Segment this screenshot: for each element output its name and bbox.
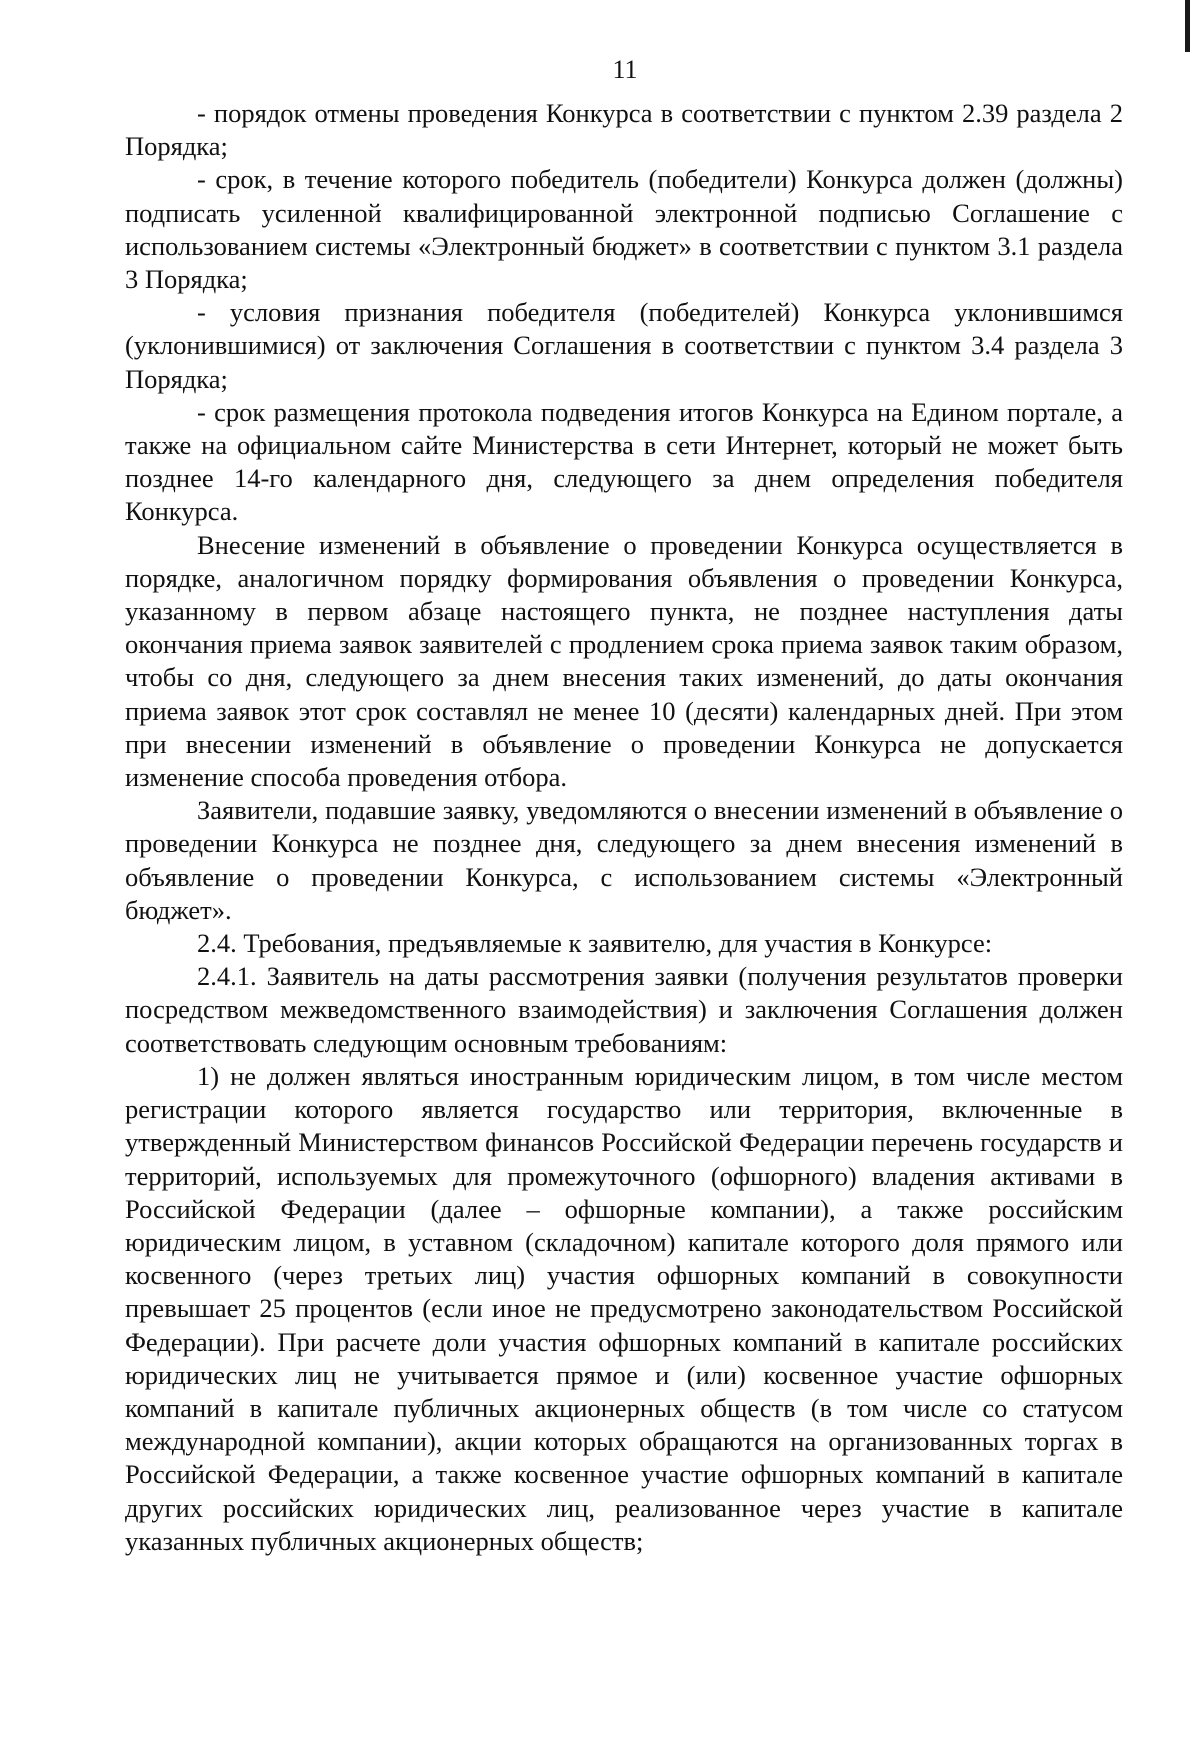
paragraph-section-2-4: 2.4. Требования, предъявляемые к заявителю, для участия в Конкурсе: xyxy=(197,928,993,959)
paragraph-evasion-conditions: - условия признания победителя (победителей) Конкурса уклонившимся (уклонившимися) от заключения Соглашения в соответствии с пунктом 3.4 раздела 3 Порядка; xyxy=(125,297,1123,394)
paragraph-cancellation-order: - порядок отмены проведения Конкурса в соответствии с пунктом 2.39 раздела 2 Порядка; xyxy=(125,98,1123,162)
page-number: 11 xyxy=(612,55,638,84)
paragraph-announcement-changes: Внесение изменений в объявление о проведении Конкурса осуществляется в порядке, аналогичном порядку формирования объявления о проведении Конкурса, указанному в первом абзаце настоящего пункта, не позднее наступления даты окончания приема заявок заявителей с продлением срока приема заявок таким образом, чтобы со дня, следующего за днем внесения таких изменений, до даты окончания приема заявок этот срок составлял не менее 10 (десяти) календарных дней. При этом при внесении изменений в объявление о проведении Конкурса не допускается изменение способа проведения отбора. xyxy=(125,529,1123,793)
paragraph-signing-deadline: - срок, в течение которого победитель (победители) Конкурса должен (должны) подписать усиленной квалифицированной электронной подписью Соглашение с использованием системы «Электронный бюджет» в соответствии с пунктом 3.1 раздела 3 Порядка; xyxy=(125,164,1123,295)
paragraph-protocol-placement: - срок размещения протокола подведения итогов Конкурса на Едином портале, а также на официальном сайте Министерства в сети Интернет, который не может быть позднее 14-го календарного дня, следующего за днем определения победителя Конкурса. xyxy=(125,396,1123,527)
paragraph-requirement-1: 1) не должен являться иностранным юридическим лицом, в том числе местом регистрации которого является государство или территория, включенные в утвержденный Министерством финансов Российской Федерации перечень государств и территорий, используемых для промежуточного (офшорного) владения активами в Российской Федерации (далее – офшорные компании), а также российским юридическим лицом, в уставном (складочном) капитале которого доля прямого или косвенного (через третьих лиц) участия офшорных компаний в совокупности превышает 25 процентов (если иное не предусмотрено законодательством Российской Федерации). При расчете доли участия офшорных компаний в капитале российских юридических лиц не учитывается прямое и (или) косвенное участие офшорных компаний в капитале публичных акционерных обществ (в том числе со статусом международной компании), акции которых обращаются на организованных торгах в Российской Федерации, а также косвенное участие офшорных компаний в капитале других российских юридических лиц, реализованное через участие в капитале указанных публичных акционерных обществ; xyxy=(125,1060,1123,1556)
paragraph-applicant-notification: Заявители, подавшие заявку, уведомляются о внесении изменений в объявление о проведении Конкурса не позднее дня, следующего за днем внесения изменений в объявление о проведении Конкурса, с использованием системы «Электронный бюджет». xyxy=(125,795,1123,925)
document-body xyxy=(125,97,1123,1558)
paragraph-section-2-4-1: 2.4.1. Заявитель на даты рассмотрения заявки (получения результатов проверки посредством межведомственного взаимодействия) и заключения Соглашения должен соответствовать следующим основным требованиям: xyxy=(125,961,1123,1058)
scan-edge-mark xyxy=(1185,0,1190,52)
